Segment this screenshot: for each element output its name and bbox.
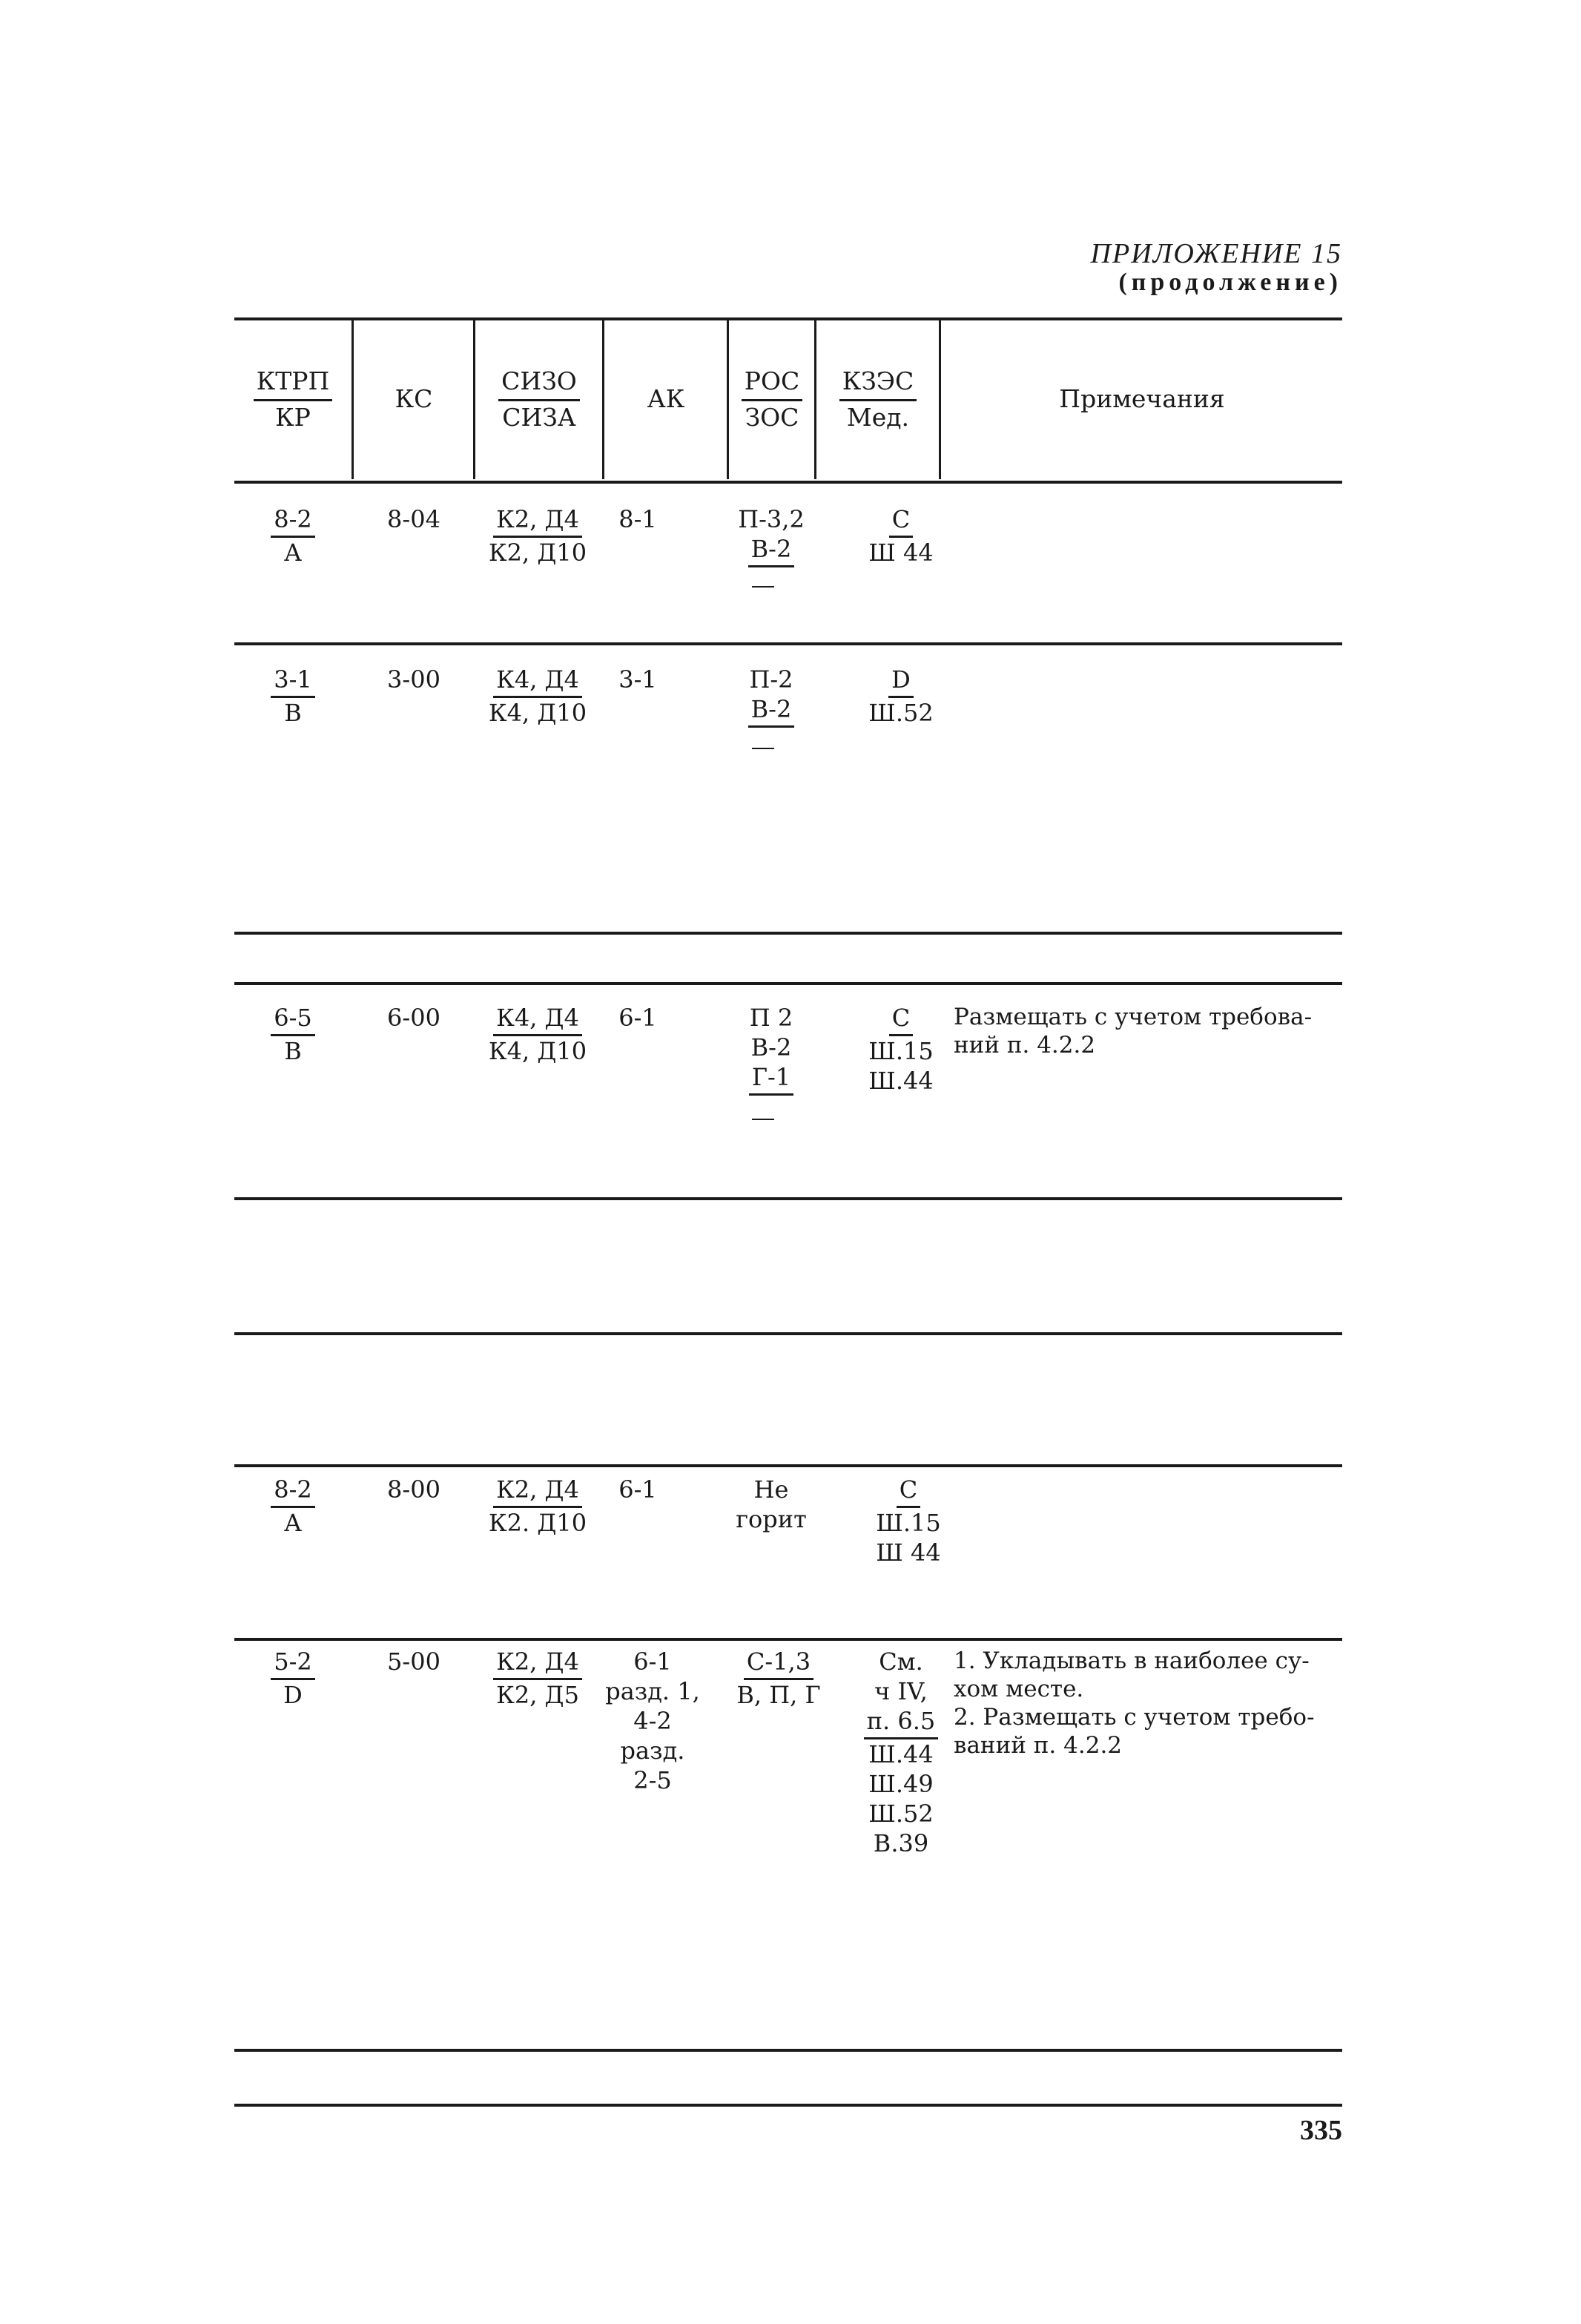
row4-kzes-bottom-1: Ш.15 — [876, 1509, 941, 1537]
row1-ros-line1: П-3,2 — [738, 505, 805, 533]
row1-kzes — [838, 504, 964, 567]
row4-ktrp-bottom: А — [283, 1509, 303, 1537]
col-sep-1 — [351, 320, 354, 479]
row5-notes-line1: 1. Укладывать в наиболее су- — [954, 1647, 1310, 1674]
row3-ros-dash — [752, 1119, 774, 1120]
header-bottom-rule — [234, 481, 1342, 484]
row3-ktrp — [234, 1003, 351, 1066]
row4-ak: 6-1 — [618, 1475, 657, 1504]
row5-sizo-top: К2, Д4 — [493, 1647, 582, 1680]
col-header-kzes — [817, 365, 939, 434]
col-header-sizo — [476, 365, 602, 434]
col-header-sizo-top: СИЗО — [498, 365, 580, 401]
row2-ros-line2: В-2 — [748, 694, 795, 728]
row3-sizo-bottom: К4, Д10 — [488, 1037, 587, 1065]
col-header-ks-label: КС — [395, 384, 433, 413]
appendix-title: ПРИЛОЖЕНИЕ 15 — [1090, 238, 1342, 269]
row4-ros — [712, 1475, 831, 1534]
row2-ktrp — [234, 665, 351, 728]
row5-ktrp-bottom: D — [283, 1681, 303, 1709]
col-header-ros-bottom: ЗОС — [745, 403, 799, 432]
row2-ks: 3-00 — [387, 665, 440, 694]
row5-ak — [593, 1647, 712, 1795]
row5-notes-line4: ваний п. 4.2.2 — [954, 1732, 1123, 1759]
row1-ros — [712, 504, 831, 567]
col-header-ktrp-bottom: КР — [275, 403, 311, 432]
row3-notes — [954, 1003, 1339, 1059]
row4-kzes-bottom-2: Ш 44 — [876, 1538, 941, 1567]
col-sep-4 — [727, 320, 729, 479]
row1-ak: 8-1 — [618, 505, 657, 533]
row-rule-7 — [234, 1638, 1342, 1641]
row5-ak-line3: 4-2 — [633, 1707, 672, 1735]
row4-kzes — [845, 1475, 971, 1567]
row5-ktrp — [234, 1647, 351, 1710]
row2-kzes-bottom: Ш.52 — [868, 699, 934, 727]
row5-ak-line1: 6-1 — [633, 1647, 672, 1676]
row5-ak-line5: 2-5 — [633, 1766, 672, 1794]
row5-ros-top: С-1,3 — [744, 1647, 813, 1680]
row2-sizo-bottom: К4, Д10 — [488, 699, 587, 727]
col-sep-2 — [473, 320, 475, 479]
row5-notes — [954, 1647, 1339, 1760]
row3-sizo-top: К4, Д4 — [493, 1003, 582, 1036]
col-sep-3 — [602, 320, 604, 479]
col-sep-6 — [939, 320, 941, 479]
row2-ros — [712, 665, 831, 728]
row5-ak-line2: разд. 1, — [605, 1677, 700, 1705]
row5-kzes-line1: См. — [879, 1647, 923, 1676]
row5-ks: 5-00 — [387, 1647, 440, 1676]
col-header-kzes-top: КЗЭС — [839, 365, 917, 401]
row3-kzes-bottom-2: Ш.44 — [868, 1067, 934, 1095]
table-top-rule — [234, 317, 1342, 320]
row1-kzes-top: С — [889, 504, 913, 538]
row2-ros-dash — [752, 748, 774, 749]
row4-ktrp — [234, 1475, 351, 1538]
row5-kzes — [853, 1647, 949, 1858]
row5-notes-line3: 2. Размещать с учетом требо- — [954, 1704, 1315, 1731]
row2-kzes — [838, 665, 964, 728]
row2-kzes-top: D — [888, 665, 914, 698]
col-header-kzes-bottom: Мед. — [846, 403, 910, 432]
row1-ks: 8-04 — [387, 505, 440, 533]
row5-kzes-line4: Ш.44 — [868, 1740, 934, 1768]
row2-ros-line1: П-2 — [749, 665, 793, 694]
row3-kzes-top: С — [889, 1003, 913, 1036]
row-rule-4 — [234, 1197, 1342, 1200]
row5-sizo — [467, 1647, 608, 1710]
col-header-ros — [730, 365, 814, 434]
row3-notes-line2: ний п. 4.2.2 — [954, 1032, 1096, 1059]
col-header-ktrp-top: КТРП — [254, 365, 333, 401]
row2-sizo-top: К4, Д4 — [493, 665, 582, 698]
col-header-ktrp — [234, 365, 351, 434]
row4-ros-line1: Не — [753, 1475, 789, 1504]
col-sep-5 — [814, 320, 816, 479]
row1-sizo — [467, 504, 608, 567]
row5-kzes-line2: ч IV, — [874, 1677, 928, 1705]
row4-kzes-top: С — [897, 1475, 920, 1508]
row5-kzes-line3: п. 6.5 — [864, 1706, 939, 1739]
row5-ktrp-top: 5-2 — [271, 1647, 315, 1680]
row3-ros-line3: Г-1 — [749, 1062, 793, 1096]
row5-notes-line2: хом месте. — [954, 1676, 1084, 1702]
row3-ros-line2: В-2 — [750, 1033, 792, 1061]
col-header-notes-label: Примечания — [1059, 384, 1225, 413]
row-rule-5 — [234, 1332, 1342, 1335]
row5-ros — [704, 1647, 853, 1710]
row1-sizo-bottom: К2, Д10 — [488, 539, 587, 567]
row1-ktrp-top: 8-2 — [271, 504, 315, 538]
row3-kzes-bottom-1: Ш.15 — [868, 1037, 934, 1065]
row2-ktrp-top: 3-1 — [271, 665, 315, 698]
row5-kzes-line7: В.39 — [873, 1829, 929, 1857]
row-rule-8 — [234, 2049, 1342, 2052]
row-rule-2 — [234, 932, 1342, 935]
row2-ak: 3-1 — [618, 665, 657, 694]
row1-ros-line2: В-2 — [748, 534, 795, 567]
row3-ak: 6-1 — [618, 1004, 657, 1032]
row4-ktrp-top: 8-2 — [271, 1475, 315, 1508]
row5-ak-line4: разд. — [620, 1737, 685, 1765]
row1-ros-dash — [752, 586, 774, 587]
row4-sizo-bottom: К2. Д10 — [488, 1509, 587, 1537]
col-header-ks — [354, 383, 473, 415]
col-header-ros-top: РОС — [742, 365, 803, 401]
row2-ktrp-bottom: В — [284, 699, 302, 727]
page-number: 335 — [1300, 2115, 1342, 2146]
row3-notes-line1: Размещать с учетом требова- — [954, 1004, 1313, 1030]
row4-sizo — [467, 1475, 608, 1538]
col-header-notes — [942, 383, 1342, 415]
col-header-sizo-bottom: СИЗА — [502, 403, 576, 432]
table-bottom-rule — [234, 2104, 1342, 2107]
row1-ktrp-bottom: А — [283, 539, 303, 567]
row-rule-3 — [234, 982, 1342, 985]
row5-kzes-line5: Ш.49 — [868, 1770, 934, 1798]
row3-ks: 6-00 — [387, 1004, 440, 1032]
col-header-ak-label: АК — [647, 384, 685, 413]
row1-kzes-bottom: Ш 44 — [868, 539, 934, 567]
row5-ros-bottom: В, П, Г — [736, 1681, 821, 1709]
row5-kzes-line6: Ш.52 — [868, 1800, 934, 1828]
row1-ktrp — [234, 504, 351, 567]
row3-ktrp-bottom: В — [284, 1037, 302, 1065]
appendix-subtitle: (продолжение) — [1118, 269, 1342, 296]
row3-ros-line1: П 2 — [749, 1004, 793, 1032]
row3-sizo — [467, 1003, 608, 1066]
row-rule-6 — [234, 1464, 1342, 1467]
row-rule-1 — [234, 642, 1342, 645]
row5-sizo-bottom: К2, Д5 — [496, 1681, 579, 1709]
row3-kzes — [838, 1003, 964, 1096]
row4-ros-line2: горит — [736, 1505, 807, 1533]
row3-ros — [712, 1003, 831, 1096]
row3-ktrp-top: 6-5 — [271, 1003, 315, 1036]
row4-sizo-top: К2, Д4 — [493, 1475, 582, 1508]
row1-sizo-top: К2, Д4 — [493, 504, 582, 538]
row2-sizo — [467, 665, 608, 728]
col-header-ak — [605, 383, 727, 415]
row4-ks: 8-00 — [387, 1475, 440, 1504]
